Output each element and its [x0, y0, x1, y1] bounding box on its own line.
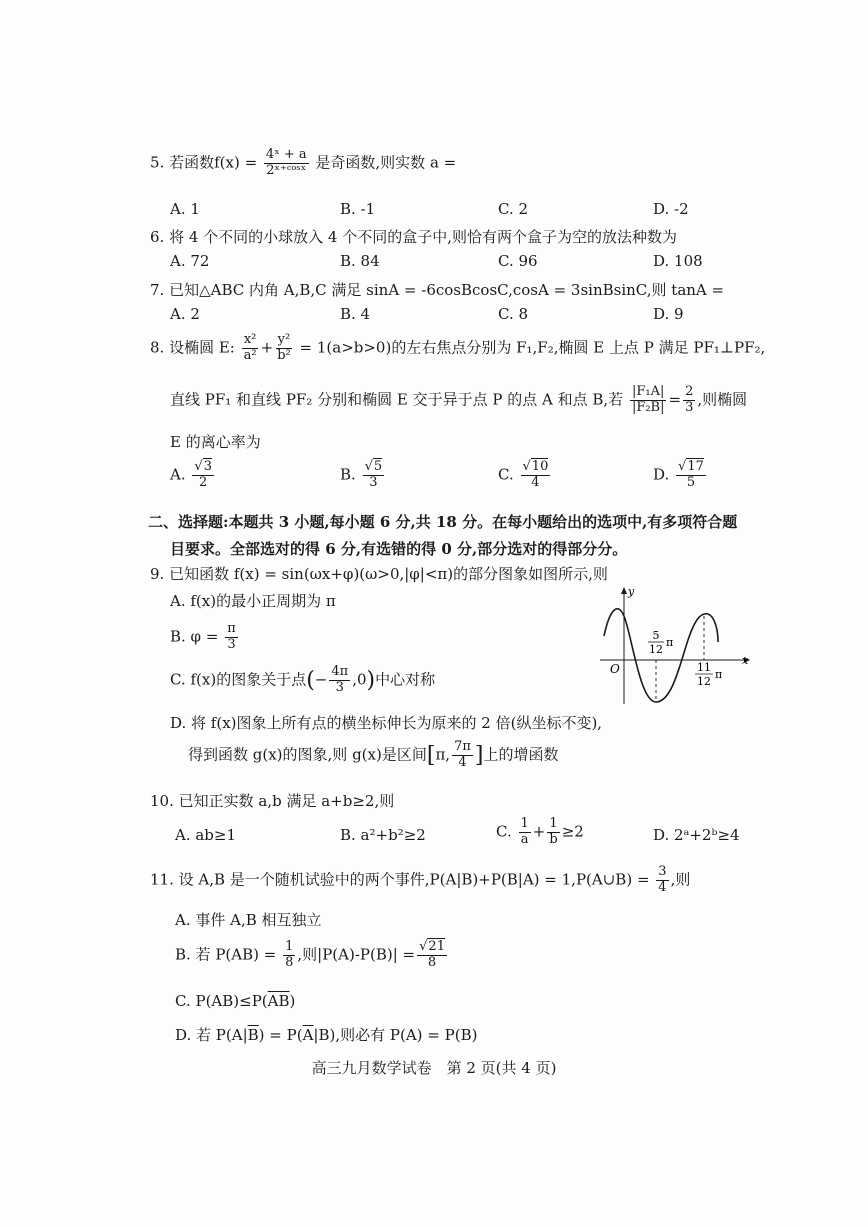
- q8-eq1-den: a²: [243, 347, 257, 363]
- q5-option-d: D. -2: [653, 200, 689, 218]
- q8-option-a-den: 2: [199, 474, 208, 490]
- q5-option-b: B. -1: [340, 200, 376, 218]
- q8-option-c-num: √10: [522, 459, 549, 474]
- q10-option-c-lead: C.: [496, 822, 512, 841]
- q9-option-c-zero: ,0: [352, 670, 367, 689]
- q6-option-b: B. 84: [340, 252, 380, 270]
- q5-option-c: C. 2: [498, 200, 529, 218]
- q6-option-d: D. 108: [653, 252, 703, 270]
- q11-option-d-lead: D. 若 P(A|: [175, 1026, 248, 1044]
- q9-sine-graph: [596, 584, 756, 709]
- q10-option-c-tail: ≥2: [561, 822, 584, 841]
- q11-option-b-lead: B. 若 P(AB) =: [175, 945, 277, 964]
- question-6: 6. 将 4 个不同的小球放入 4 个不同的盒子中,则恰有两个盒子为空的放法种数为: [150, 228, 678, 246]
- q8-ratio-frac: [630, 385, 667, 416]
- q9-option-d-tail: 上的增函数: [483, 745, 559, 764]
- q8-line2-lead: 直线 PF₁ 和直线 PF₂ 分别和椭圆 E 交于异于点 P 的点 A 和点 B,若: [170, 390, 624, 409]
- q8-ratio-den: |F₂B|: [631, 399, 665, 415]
- q8-ratio-val: [683, 385, 695, 416]
- q11-option-d: [175, 1024, 477, 1045]
- q9-option-d-lead: 得到函数 g(x)的图象,则 g(x)是区间: [188, 745, 427, 764]
- question-11: [150, 865, 690, 896]
- q11-tail: ,则: [670, 870, 691, 889]
- q11-option-b-frac2: [417, 940, 447, 971]
- question-5: [150, 148, 456, 179]
- q11-option-b-den2: 8: [427, 954, 437, 970]
- q8-eq2-den: b²: [277, 347, 291, 363]
- q10-option-c-n1: 1: [520, 816, 529, 831]
- q8-option-d-rad: 17: [687, 459, 704, 474]
- q7-option-d: D. 9: [653, 305, 684, 323]
- q10-option-b: B. a²+b²≥2: [340, 826, 426, 844]
- q11-option-b-num2: √21: [419, 939, 445, 954]
- q8-eq2-num: y²: [277, 332, 291, 347]
- q5-frac-den: 2ˣ⁺ᶜᵒˢˣ: [266, 162, 307, 178]
- q11-option-c: [175, 992, 295, 1010]
- q8-option-b-frac: [363, 460, 385, 491]
- q8-option-a-label: A.: [170, 465, 186, 484]
- q9-option-b-num: π: [227, 621, 236, 636]
- q5-tail: 是奇函数,则实数 a =: [315, 153, 457, 172]
- q9-option-d-den: 4: [458, 754, 467, 770]
- q8-tail: = 1(a>b>0)的左右焦点分别为 F₁,F₂,椭圆 E 上点 P 满足 PF₁⊥PF₂,: [299, 338, 766, 357]
- q8-ratio-val-den: 3: [685, 399, 694, 415]
- section-2-heading-line2: 目要求。全部选对的得 6 分,有选错的得 0 分,部分选对的得部分分。: [170, 540, 628, 558]
- q11-frac: [656, 865, 668, 896]
- q9-option-c-frac: [329, 665, 350, 696]
- q8-option-a: [170, 460, 216, 491]
- q8-ratio-val-num: 2: [685, 384, 694, 399]
- q8-option-c-rad: 10: [531, 459, 549, 474]
- graph-y-label: y: [628, 585, 635, 598]
- q10-option-c-n2: 1: [549, 816, 558, 831]
- q11-lead: 11. 设 A,B 是一个随机试验中的两个事件,P(A|B)+P(B|A) = 1,P(A∪B) =: [150, 870, 650, 889]
- q11-option-b-rad: 21: [428, 939, 445, 954]
- graph-mark2-pi: π: [715, 668, 723, 681]
- q9-option-d-line1: D. 将 f(x)图象上所有点的横坐标伸长为原来的 2 倍(纵坐标不变),: [170, 714, 603, 732]
- question-10: 10. 已知正实数 a,b 满足 a+b≥2,则: [150, 792, 395, 810]
- q11-option-b-mid: ,则|P(A)-P(B)| =: [297, 945, 416, 964]
- question-8-line3: E 的离心率为: [170, 433, 261, 451]
- q9-option-b-lead: B. φ =: [170, 627, 219, 646]
- q8-option-d-frac: [676, 460, 706, 491]
- q8-option-b-den: 3: [369, 474, 378, 490]
- q9-option-c: [170, 665, 435, 696]
- q10-option-c-d1: a: [520, 831, 529, 847]
- q9-option-c-neg: −: [314, 670, 328, 689]
- graph-mark2-den: 12: [697, 675, 711, 688]
- q8-eq1-num: x²: [243, 332, 257, 347]
- q10-option-d: D. 2ᵃ+2ᵇ≥4: [653, 826, 740, 844]
- graph-mark1-pi: π: [666, 636, 674, 649]
- q11-option-d-mid2: |B),则必有 P(A) = P(B): [313, 1026, 478, 1044]
- q11-option-c-lead: C. P(AB)≤P(: [175, 992, 268, 1010]
- q8-line2-tail: ,则椭圆: [697, 390, 748, 409]
- q8-option-b-rad: 5: [373, 459, 383, 474]
- question-7: 7. 已知△ABC 内角 A,B,C 满足 sinA = -6cosBcosC,cosA = 3sinBsinC,则 tanA =: [150, 281, 725, 299]
- q8-option-c-label: C.: [498, 465, 514, 484]
- q11-option-d-b1: $\overline{B}$: [247, 1026, 259, 1044]
- q8-option-d-den: 5: [686, 474, 696, 490]
- q11-option-d-mid: ) = P(: [258, 1026, 303, 1044]
- q7-option-c: C. 8: [498, 305, 529, 323]
- q7-option-b: B. 4: [340, 305, 371, 323]
- graph-x-label: x: [742, 654, 749, 667]
- q8-lead: 8. 设椭圆 E:: [150, 338, 235, 357]
- q10-option-c-frac2: [547, 817, 559, 848]
- q9-option-c-rparen: ): [366, 667, 376, 693]
- q9-option-c-num: 4π: [331, 664, 349, 679]
- q9-option-b-frac: [225, 622, 238, 653]
- q11-option-b-den: 8: [285, 954, 294, 970]
- q9-option-c-lparen: (: [306, 667, 315, 693]
- q10-option-c-plus: +: [532, 822, 546, 841]
- q6-option-a: A. 72: [170, 252, 210, 270]
- section-2-heading-line1: 二、选择题:本题共 3 小题,每小题 6 分,共 18 分。在每小题给出的选项中,有多项符合题: [148, 513, 738, 531]
- q9-option-d-int-a: π,: [435, 745, 451, 764]
- q8-option-a-frac: [192, 460, 214, 491]
- page-footer: 高三九月数学试卷 第 2 页(共 4 页): [311, 1059, 557, 1077]
- graph-mark1-den: 12: [649, 643, 663, 656]
- q8-option-d-label: D.: [653, 465, 670, 484]
- q9-option-c-den: 3: [335, 679, 344, 695]
- q8-plus: +: [260, 338, 274, 357]
- q9-option-d-frac: [452, 740, 473, 771]
- q8-option-a-num: √3: [194, 459, 212, 474]
- q11-frac-den: 4: [658, 879, 667, 895]
- q5-frac-num: 4ˣ + a: [265, 147, 307, 162]
- q9-option-b: [170, 622, 240, 653]
- q10-option-c-frac1: [519, 817, 531, 848]
- graph-mark1-num: 5: [652, 629, 660, 642]
- q5-lead: 5. 若函数f(x) =: [150, 153, 258, 172]
- q11-option-a: A. 事件 A,B 相互独立: [175, 911, 322, 929]
- graph-origin-label: O: [610, 662, 620, 676]
- q11-option-b: [175, 940, 449, 971]
- question-8-line1: [150, 333, 765, 364]
- q8-option-c-frac: [521, 460, 551, 491]
- q9-option-c-lead: C. f(x)的图象关于点: [170, 670, 307, 689]
- q8-option-d-num: √17: [678, 459, 704, 474]
- q8-option-d: [653, 460, 708, 491]
- q5-option-a: A. 1: [170, 200, 200, 218]
- question-9: 9. 已知函数 f(x) = sin(ωx+φ)(ω>0,|φ|<π)的部分图象如图所示,则: [150, 565, 608, 583]
- q8-eq-frac-x: [242, 333, 259, 364]
- graph-mark2-num: 11: [697, 661, 711, 674]
- q10-option-c-d2: b: [549, 831, 558, 847]
- q10-option-a: A. ab≥1: [175, 826, 237, 844]
- q7-option-a: A. 2: [170, 305, 200, 323]
- q11-option-c-bar: $\overline{AB}$: [267, 992, 290, 1010]
- y-axis-arrow: [621, 587, 627, 594]
- q6-option-c: C. 96: [498, 252, 538, 270]
- q8-option-c-den: 4: [531, 474, 540, 490]
- q10-option-c: [496, 817, 584, 848]
- q8-ratio-num: |F₁A|: [632, 384, 665, 399]
- question-8-line2: [170, 385, 747, 416]
- q9-option-b-den: 3: [227, 636, 236, 652]
- q9-option-d-num: 7π: [454, 739, 471, 754]
- q8-option-b: [340, 460, 386, 491]
- q8-option-b-label: B.: [340, 465, 356, 484]
- q9-option-c-tail: 中心对称: [375, 670, 436, 689]
- q5-fraction: [264, 148, 309, 179]
- q11-option-d-a2: $\overline{A}$: [302, 1026, 314, 1044]
- q8-eq-frac-y: [275, 333, 293, 364]
- q9-option-d-rbracket: ]: [474, 742, 484, 768]
- q8-option-b-num: √5: [364, 459, 383, 474]
- q9-option-d-line2: [188, 740, 559, 771]
- q9-option-d-lbracket: [: [426, 742, 436, 768]
- q9-option-a: A. f(x)的最小正周期为 π: [170, 592, 336, 610]
- q8-option-a-rad: 3: [203, 459, 212, 474]
- q8-ratio-eq: =: [668, 390, 682, 409]
- q11-option-c-tail: ): [289, 992, 296, 1010]
- q11-option-b-num: 1: [285, 939, 294, 954]
- q11-frac-num: 3: [658, 864, 667, 879]
- q11-option-b-frac: [283, 940, 295, 971]
- q8-option-c: [498, 460, 552, 491]
